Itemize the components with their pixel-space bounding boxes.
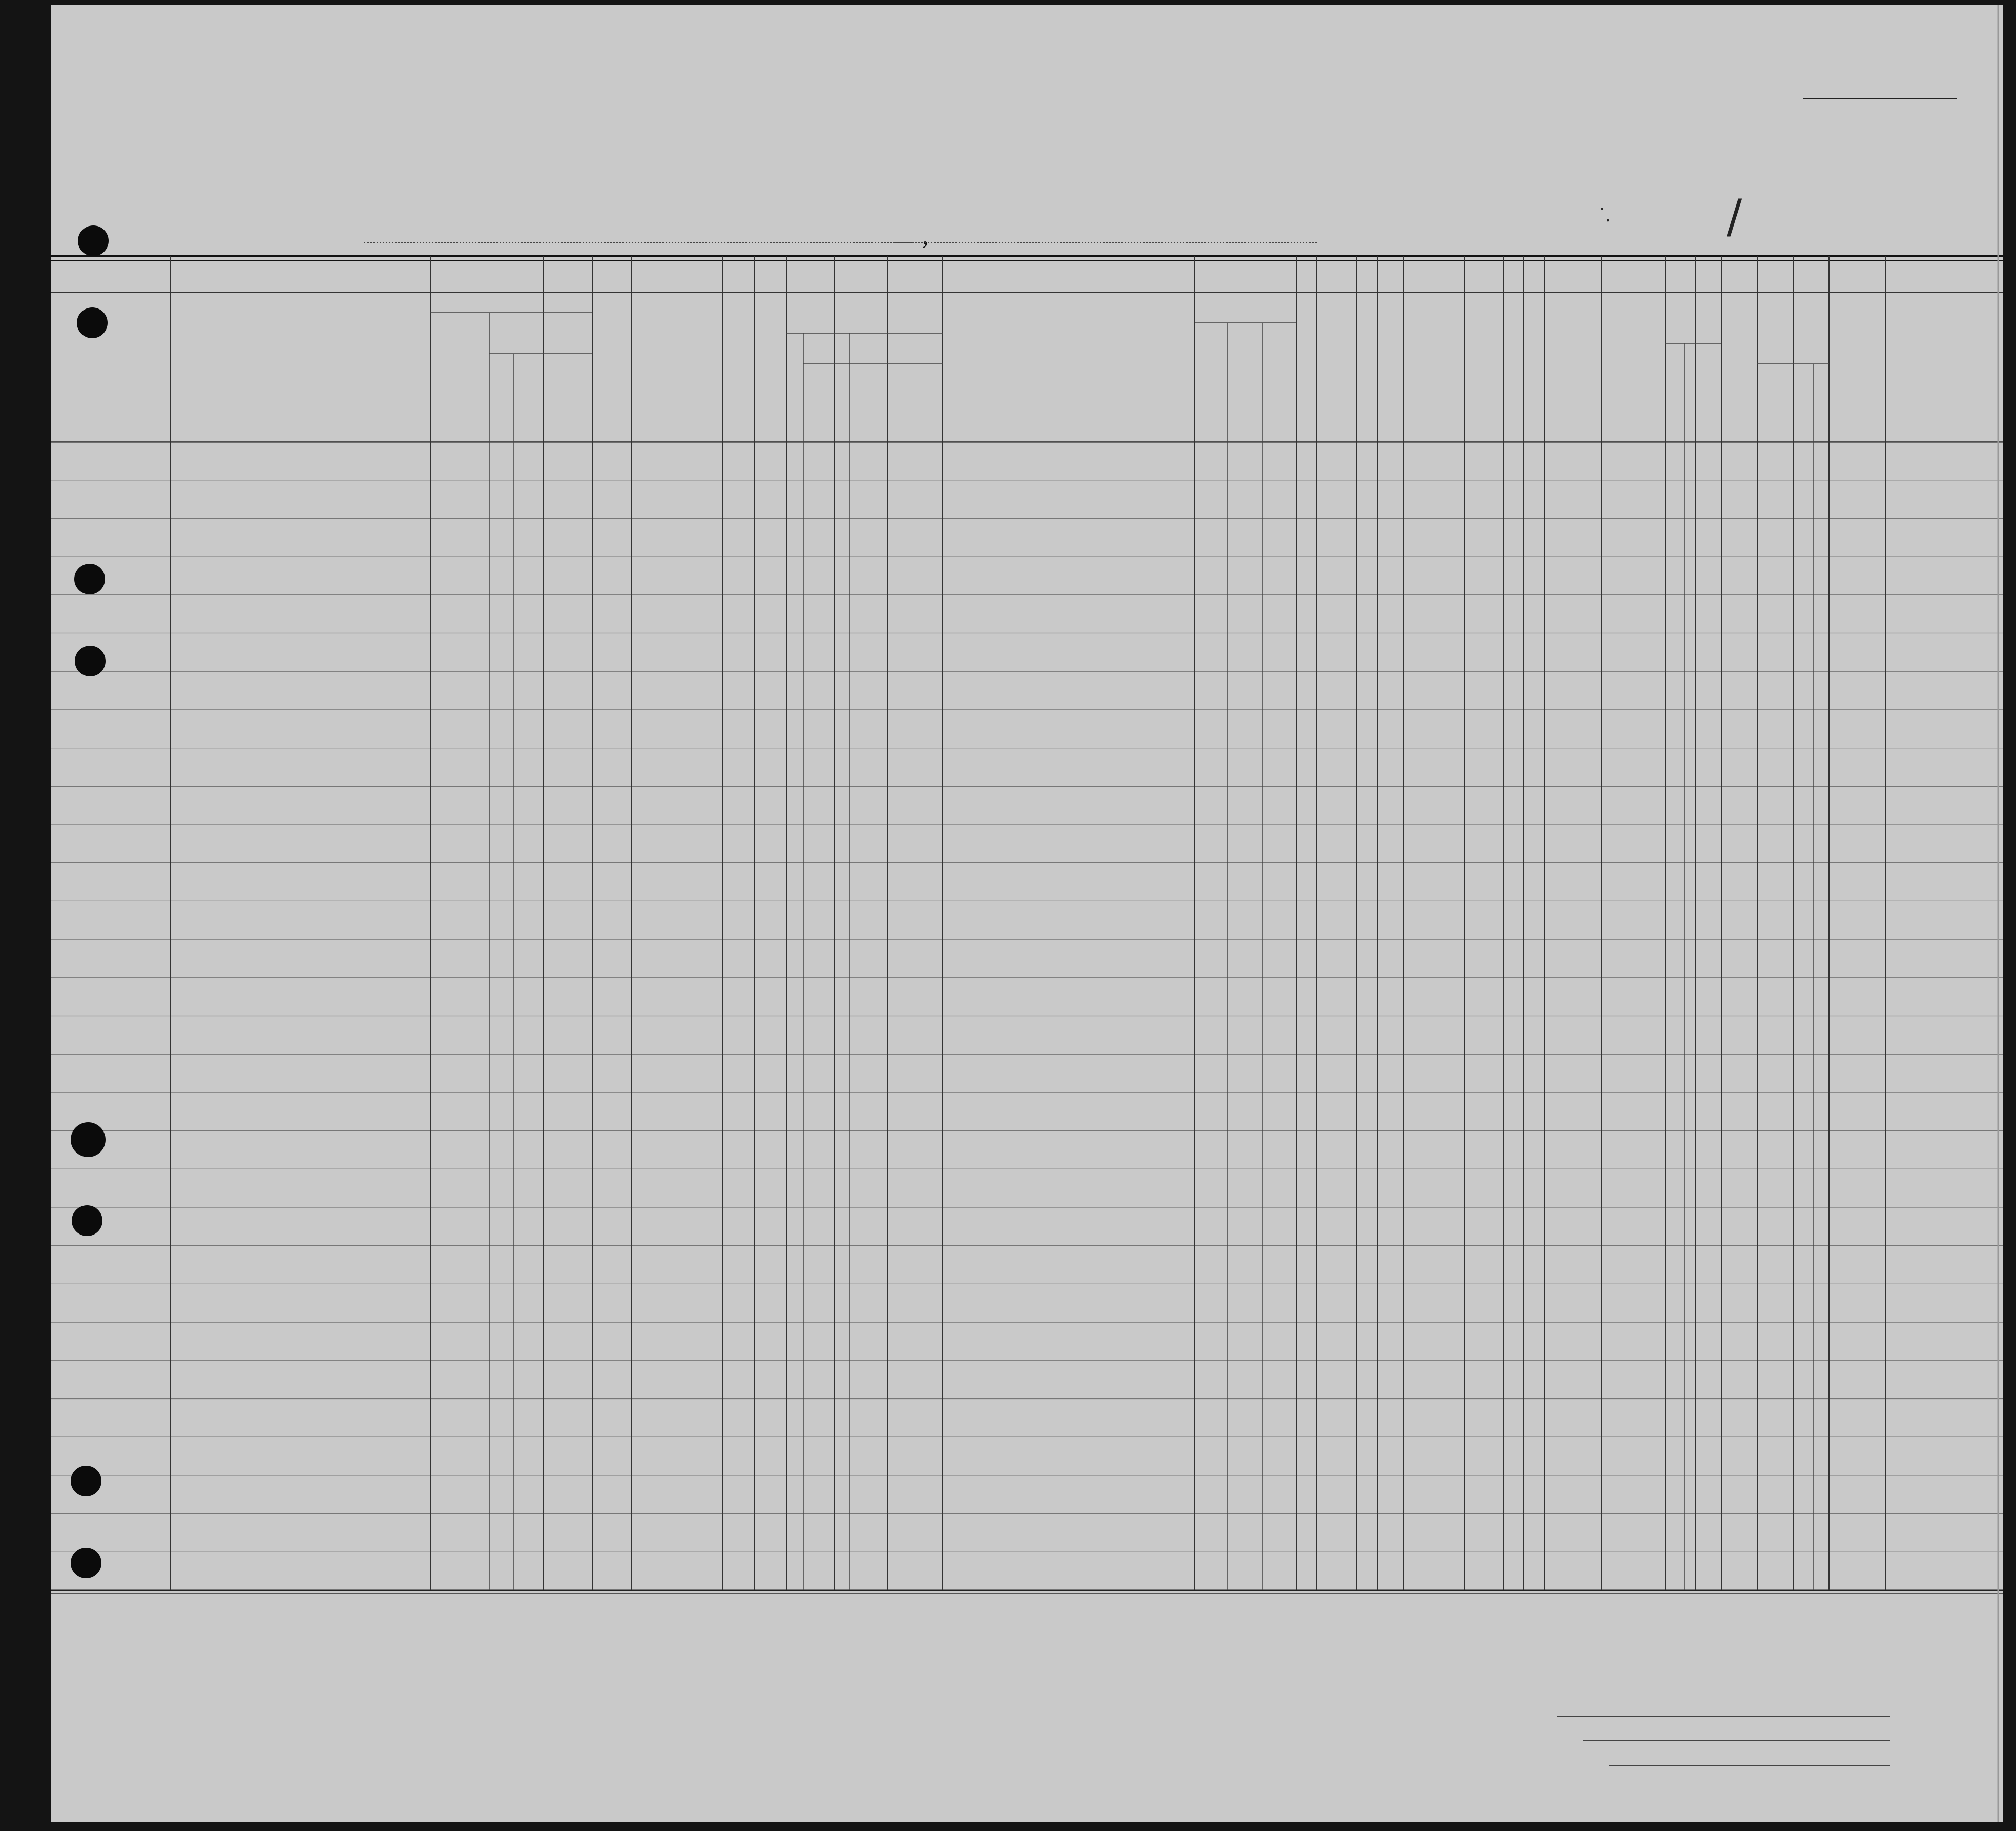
- tick-mark: ˙.: [1598, 203, 1611, 226]
- punch-hole: [74, 564, 105, 594]
- owners-underline: [1583, 1740, 1890, 1741]
- check-mark: /: [1727, 190, 1742, 243]
- manifest-sheet: [51, 5, 2003, 1822]
- punch-hole: [72, 1205, 102, 1236]
- comma: ,: [922, 221, 929, 250]
- punch-hole: [75, 646, 106, 676]
- punch-hole: [71, 1466, 101, 1496]
- punch-hole: [78, 225, 109, 256]
- agents-underline: [1609, 1765, 1890, 1766]
- punch-hole: [77, 307, 108, 338]
- line-underline: [1557, 1716, 1890, 1717]
- table-grid: [51, 5, 2003, 1822]
- punch-hole: [71, 1122, 106, 1157]
- punch-hole: [71, 1548, 101, 1578]
